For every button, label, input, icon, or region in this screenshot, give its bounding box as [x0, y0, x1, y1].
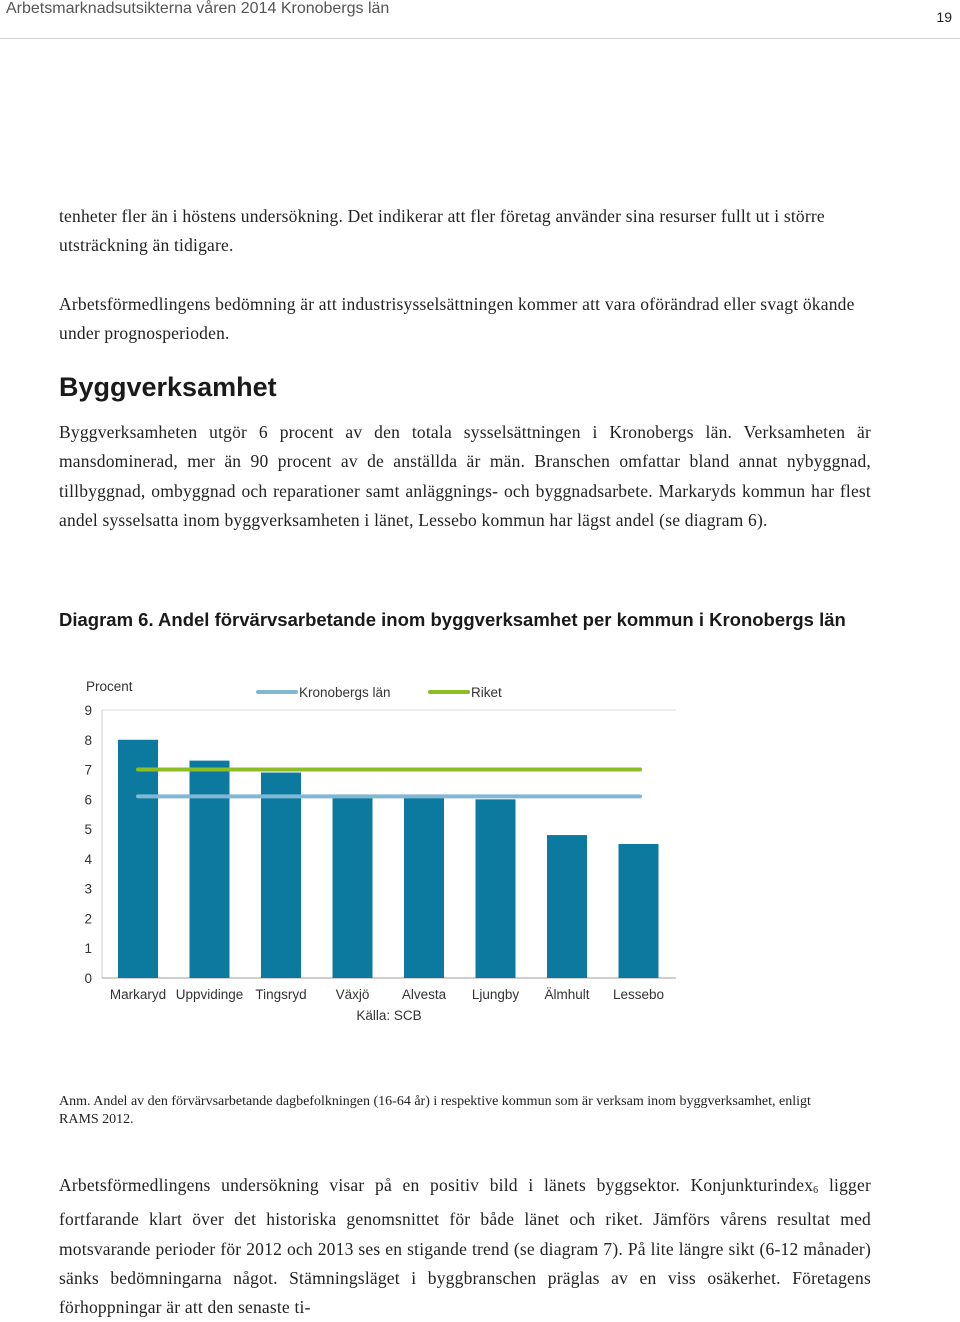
bar-lessebo	[619, 844, 659, 978]
bar-växjö	[333, 796, 373, 978]
x-tick-label-tingsryd: Tingsryd	[255, 987, 307, 1002]
paragraph-2: Arbetsförmedlingens bedömning är att industrisysselsättningen kommer att vara oförändrad eller svagt ökande under prognosperioden.	[59, 294, 855, 344]
bar-älmhult	[547, 835, 587, 978]
x-tick-label-alvesta: Alvesta	[401, 987, 447, 1002]
x-tick-label-uppvidinge: Uppvidinge	[175, 987, 244, 1002]
y-tick-label-7: 7	[84, 762, 92, 778]
y-tick-label-2: 2	[84, 911, 92, 927]
y-axis-label: Procent	[86, 679, 133, 694]
legend-label-kronobergs-län: Kronobergs län	[299, 685, 391, 700]
y-tick-label-4: 4	[84, 851, 92, 867]
bar-tingsryd	[261, 773, 301, 978]
y-tick-label-9: 9	[84, 703, 92, 718]
y-tick-label-1: 1	[84, 941, 92, 957]
paragraph-4	[59, 1171, 871, 1322]
paragraph-1: tenheter fler än i höstens undersökning. Det indikerar att fler företag använder sina resurser fullt ut i större utsträckning än tidigare.	[59, 206, 825, 256]
legend-label-riket: Riket	[471, 685, 502, 700]
x-tick-label-ljungby: Ljungby	[471, 987, 520, 1002]
bar-ljungby	[476, 799, 516, 978]
x-tick-label-älmhult: Älmhult	[544, 987, 590, 1002]
x-tick-label-lessebo: Lessebo	[612, 987, 665, 1002]
x-tick-label-markaryd: Markaryd	[109, 987, 167, 1002]
y-tick-label-0: 0	[84, 971, 92, 986]
figure-title: Diagram 6. Andel förvärvsarbetande inom byggverksamhet per kommun i Kronobergs län	[59, 609, 846, 630]
bar-uppvidinge	[190, 761, 230, 978]
bar-alvesta	[404, 796, 444, 978]
footnote-marker[interactable]: 6	[813, 1185, 819, 1196]
paragraph-3: Byggverksamheten utgör 6 procent av den totala sysselsättningen i Kronobergs län. Verksamheten är mansdominerad, mer än 90 procent av de anställda är män. Branschen omfattar bland annat nybyggnad, tillbyggnad, ombyggnad och reparationer samt anläggnings- och byggnadsarbete. Markaryds kommun har flest andel sysselsatta inom byggverksamheten i länet, Lessebo kommun har lägst andel (se diagram 6).	[59, 422, 871, 530]
paragraph-4-text-b: ligger fortfarande klart över det historiska genomsnittet för både länet och riket. Jämförs vårens resultat med motsvarande perioder för 2012 och 2013 ses en stigande trend (se diagram 7). På lite längre sikt (6-12 månader) sänks bedömningarna något. Stämningsläget i byggbranschen präglas av en viss osäkerhet. Företagens förhoppningar är att den senaste ti-	[59, 1175, 871, 1318]
page-number: 19	[936, 9, 952, 25]
section-heading: Byggverksamhet	[59, 372, 277, 402]
y-tick-label-5: 5	[84, 822, 92, 838]
running-head: Arbetsmarknadsutsikterna våren 2014 Kronobergs län	[6, 0, 390, 17]
bar-markaryd	[118, 740, 158, 978]
y-tick-label-8: 8	[84, 732, 92, 748]
y-tick-label-6: 6	[84, 792, 92, 808]
y-tick-label-3: 3	[84, 881, 92, 897]
paragraph-4-text-a: Arbetsförmedlingens undersökning visar på en positiv bild i länets byggsektor. Konjunkturindex	[59, 1175, 814, 1195]
figure-note: Anm. Andel av den förvärvsarbetande dagbefolkningen (16-64 år) i respektive kommun som är verksam inom byggverksamhet, enligt RAMS 2012.	[59, 1094, 811, 1127]
chart-source: Källa: SCB	[356, 1008, 422, 1023]
x-tick-label-växjö: Växjö	[335, 987, 370, 1002]
